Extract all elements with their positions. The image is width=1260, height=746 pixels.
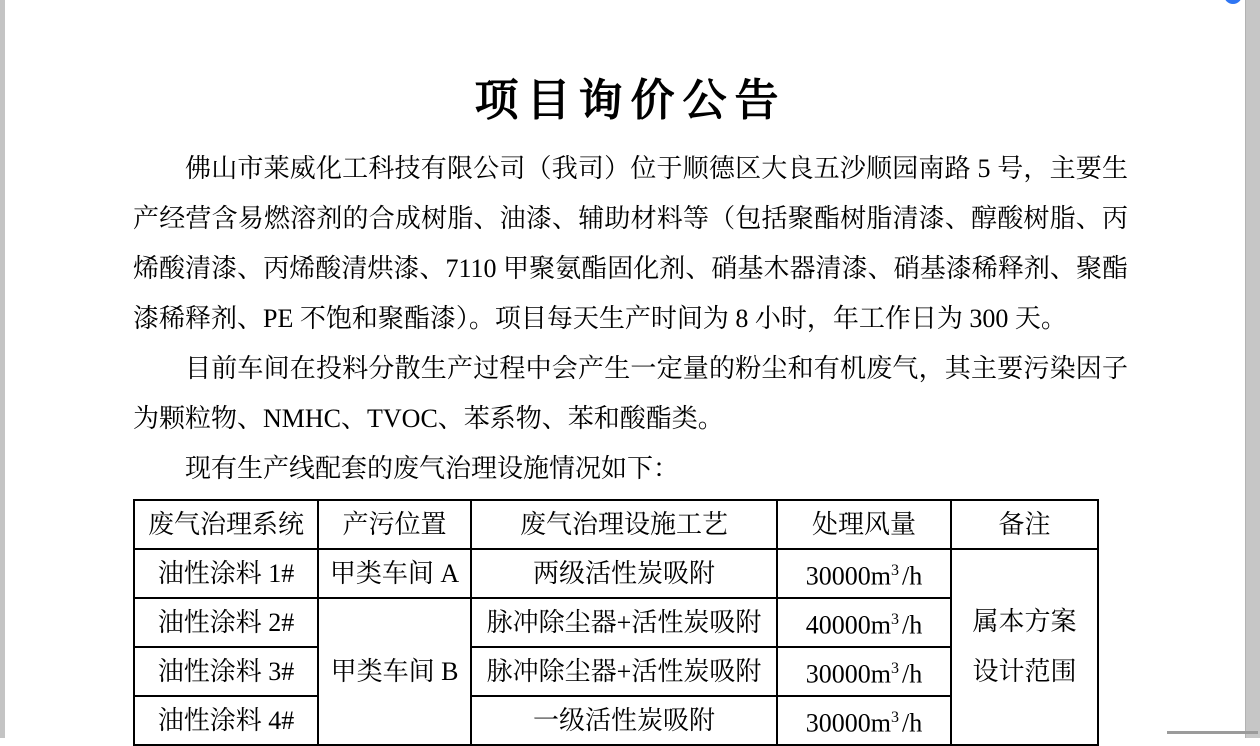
cell-airflow — [777, 647, 951, 696]
cell-location: 甲类车间 A — [318, 549, 471, 598]
airflow-superscript: 3 — [891, 610, 899, 628]
airflow-superscript: 3 — [891, 561, 899, 579]
cell-system: 油性涂料 4# — [134, 696, 318, 745]
airflow-unit: /h — [902, 610, 923, 640]
airflow-unit: /h — [902, 561, 923, 591]
airflow-superscript: 3 — [891, 708, 899, 726]
cell-process: 脉冲除尘器+活性炭吸附 — [471, 598, 777, 647]
airflow-value: 30000m — [805, 659, 891, 689]
page-title: 项目询价公告 — [474, 76, 787, 125]
header-cell-airflow: 处理风量 — [777, 500, 951, 549]
airflow-value: 40000m — [805, 610, 891, 640]
header-cell-system: 废气治理系统 — [134, 500, 318, 549]
airflow-superscript: 3 — [891, 659, 899, 677]
airflow-value: 30000m — [805, 708, 891, 738]
cell-system: 油性涂料 3# — [134, 647, 318, 696]
remark-line: 属本方案 — [972, 607, 1077, 636]
cell-process: 两级活性炭吸附 — [471, 549, 777, 598]
header-cell-location: 产污位置 — [318, 500, 471, 549]
vertical-scrollbar[interactable] — [1245, 0, 1260, 738]
table-header-row — [134, 500, 1098, 549]
table-row — [134, 549, 1098, 598]
paragraph-company-intro: 佛山市莱威化工科技有限公司（我司）位于顺德区大良五沙顺园南路 5 号，主要生产经营含易燃溶剂的合成树脂、油漆、辅助材料等（包括聚酯树脂清漆、醇酸树脂、丙烯酸清漆、丙烯酸清烘漆、7110 甲聚氨酯固化剂、硝基木器清漆、硝基漆稀释剂、聚酯漆稀释剂、PE 不饱和聚酯漆）。项目每天生产时间为 8 小时，年工作日为 300 天。 — [133, 154, 1128, 333]
document-page — [133, 0, 1128, 746]
header-cell-remark: 备注 — [951, 500, 1098, 549]
airflow-unit: /h — [902, 659, 923, 689]
page-left-edge — [0, 0, 5, 738]
airflow-unit: /h — [902, 708, 923, 738]
airflow-value: 30000m — [805, 561, 891, 591]
page-bottom-divider — [1167, 731, 1258, 734]
paragraph-table-intro: 现有生产线配套的废气治理设施情况如下： — [185, 454, 680, 483]
paragraph-pollution-factors: 目前车间在投料分散生产过程中会产生一定量的粉尘和有机废气，其主要污染因子为颗粒物、NMHC、TVOC、苯系物、苯和酸酯类。 — [133, 354, 1128, 433]
cell-system: 油性涂料 1# — [134, 549, 318, 598]
cell-airflow — [777, 598, 951, 647]
cell-process: 脉冲除尘器+活性炭吸附 — [471, 647, 777, 696]
cell-remark-merged — [951, 549, 1098, 745]
cell-system: 油性涂料 2# — [134, 598, 318, 647]
cell-process: 一级活性炭吸附 — [471, 696, 777, 745]
cell-airflow — [777, 549, 951, 598]
floating-action-button[interactable] — [1224, 0, 1242, 4]
waste-gas-treatment-table — [133, 499, 1099, 746]
header-cell-process: 废气治理设施工艺 — [471, 500, 777, 549]
remark-line: 设计范围 — [972, 657, 1077, 686]
cell-location-merged: 甲类车间 B — [318, 598, 471, 745]
